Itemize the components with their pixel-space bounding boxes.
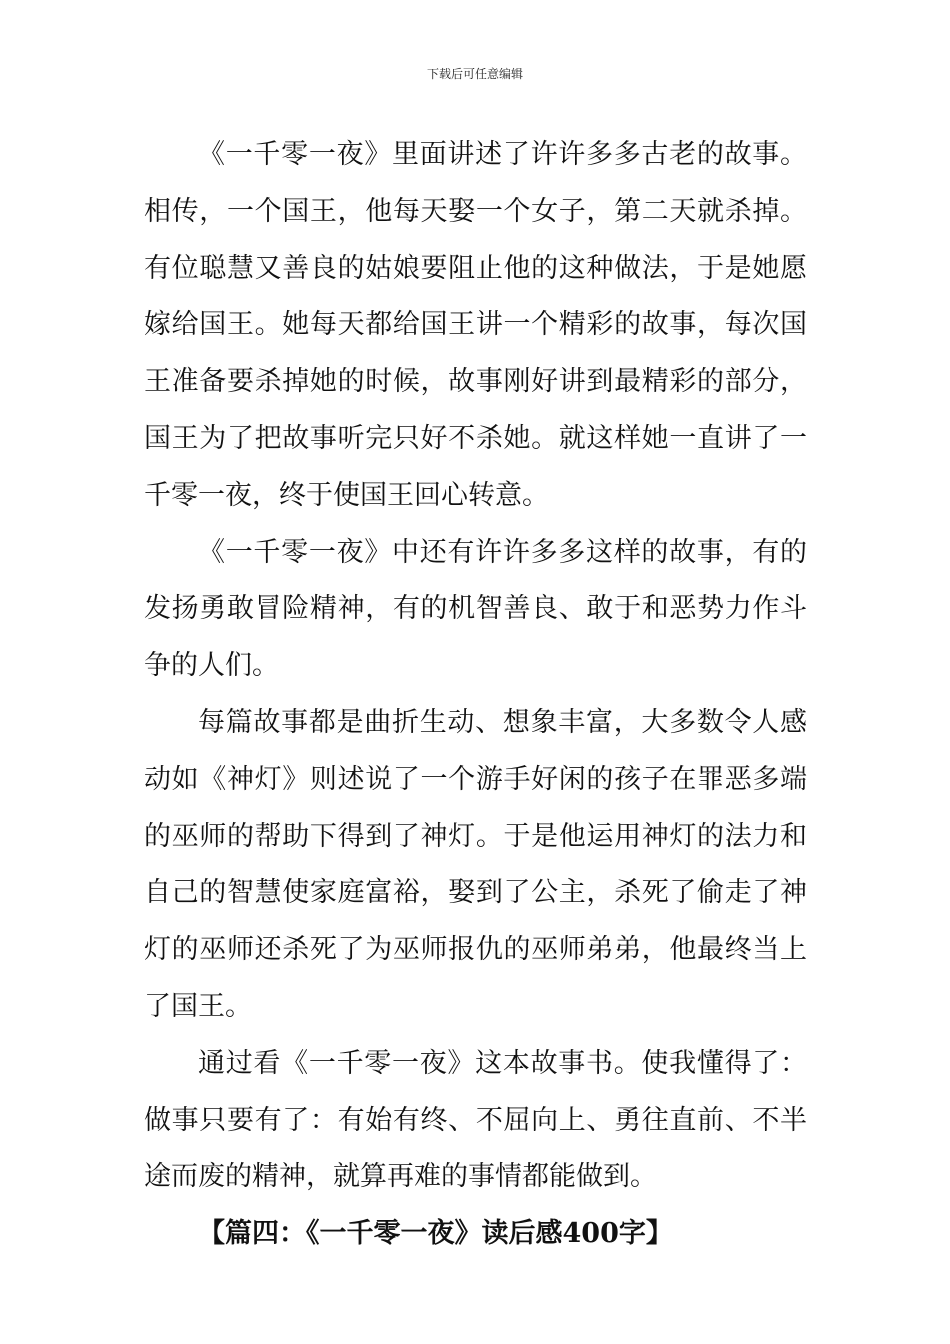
paragraph-4: 通过看《一千零一夜》这本故事书。使我懂得了：做事只要有了：有始有终、不屈向上、勇往直前、不半途而废的精神，就算再难的事情都能做到。 — [144, 1047, 807, 1193]
paragraph-1: 《一千零一夜》里面讲述了许许多多古老的故事。相传，一个国王，他每天娶一个女子，第二天就杀掉。有位聪慧又善良的姑娘要阻止他的这种做法，于是她愿嫁给国王。她每天都给国王讲一个精彩的故事，每次国王准备要杀掉她的时候，故事刚好讲到最精彩的部分，国王为了把故事听完只好不杀她。就这样她一直讲了一千零一夜，终于使国王回心转意。 — [144, 139, 807, 511]
paragraph-2: 《一千零一夜》中还有许许多多这样的故事，有的发扬勇敢冒险精神，有的机智善良、敢于和恶势力作斗争的人们。 — [144, 536, 807, 682]
paragraph-3: 每篇故事都是曲折生动、想象丰富，大多数令人感动如《神灯》则述说了一个游手好闲的孩子在罪恶多端的巫师的帮助下得到了神灯。于是他运用神灯的法力和自己的智慧使家庭富裕，娶到了公主，杀死了偷走了神灯的巫师还杀死了为巫师报仇的巫师弟弟，他最终当上了国王。 — [144, 706, 807, 1022]
section-heading: 【篇四：《一千零一夜》读后感400字】 — [198, 1218, 673, 1250]
page-header-note: 下载后可任意编辑 — [426, 67, 523, 81]
document-body — [144, 127, 807, 1263]
